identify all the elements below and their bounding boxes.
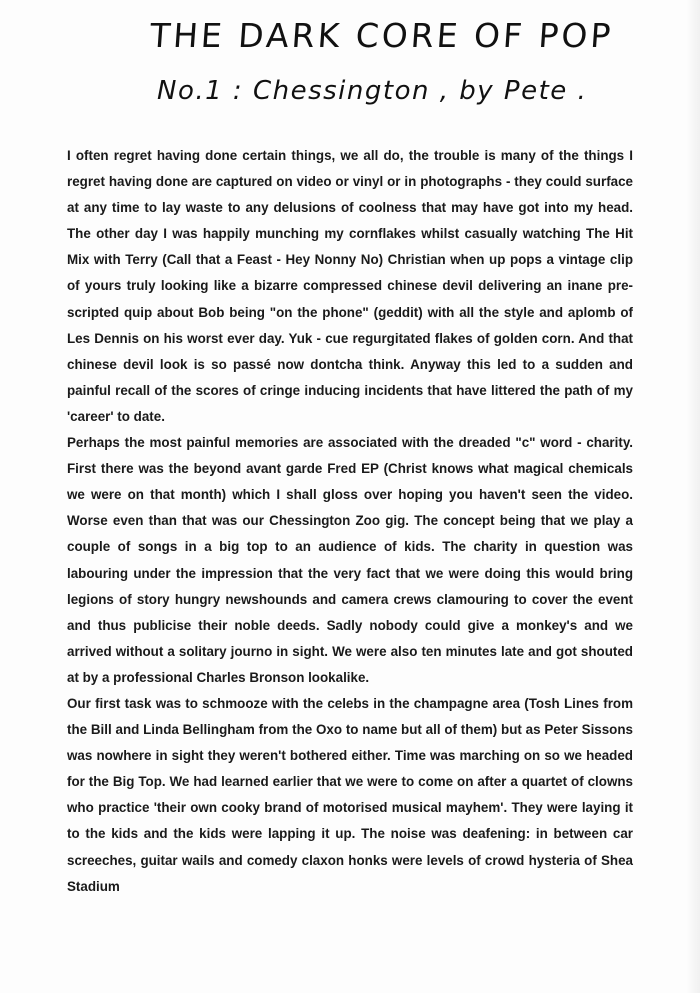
page-title: THE DARK CORE OF POP	[148, 16, 615, 55]
article-body	[67, 143, 633, 900]
paragraph: Our first task was to schmooze with the celebs in the champagne area (Tosh Lines from the Bill and Linda Bellingham from the Oxo to name but all of them) but as Peter Sissons was nowhere in sight they weren't bothered either. Time was marching on so we headed for the Big Top. We had learned earlier that we were to come on after a quartet of clowns who practice 'their own cooky brand of motorised musical mayhem'. They were laying it to the kids and the kids were lapping it up. The noise was deafening: in between car screeches, guitar wails and comedy claxon honks were levels of crowd hysteria of Shea Stadium	[67, 695, 633, 894]
page-edge-shadow	[686, 0, 700, 993]
paragraph: Perhaps the most painful memories are associated with the dreaded "c" word - charity. First there was the beyond avant garde Fred EP (Christ knows what magical chemicals we were on that month) which I shall gloss over hoping you haven't seen the video. Worse even than that was our Chessington Zoo gig. The concept being that we play a couple of songs in a big top to an audience of kids. The charity in question was labouring under the impression that the very fact that we were doing this would bring legions of story hungry newshounds and camera crews clamouring to cover the event and thus publicise their noble deeds. Sadly nobody could give a monkey's and we arrived without a solitary journo in sight. We were also ten minutes late and got shouted at by a professional Charles Bronson lookalike.	[67, 435, 633, 685]
page-subtitle: No.1 : Chessington , by Pete .	[157, 76, 588, 106]
paragraph: I often regret having done certain things, we all do, the trouble is many of the things I regret having done are captured on video or vinyl or in photographs - they could surface at any time to lay waste to any delusions of coolness that may have got into my head. The other day I was happily munching my cornflakes whilst casually watching The Hit Mix with Terry (Call that a Feast - Hey Nonny No) Christian when up pops a vintage clip of yours truly looking like a bizarre compressed chinese devil delivering an inane pre-scripted quip about Bob being "on the phone" (geddit) with all the style and aplomb of Les Dennis on his worst ever day. Yuk - cue regurgitated flakes of golden corn. And that chinese devil look is so passé now dontcha think. Anyway this led to a sudden and painful recall of the scores of cringe inducing incidents that have littered the path of my 'career' to date.	[67, 148, 633, 424]
